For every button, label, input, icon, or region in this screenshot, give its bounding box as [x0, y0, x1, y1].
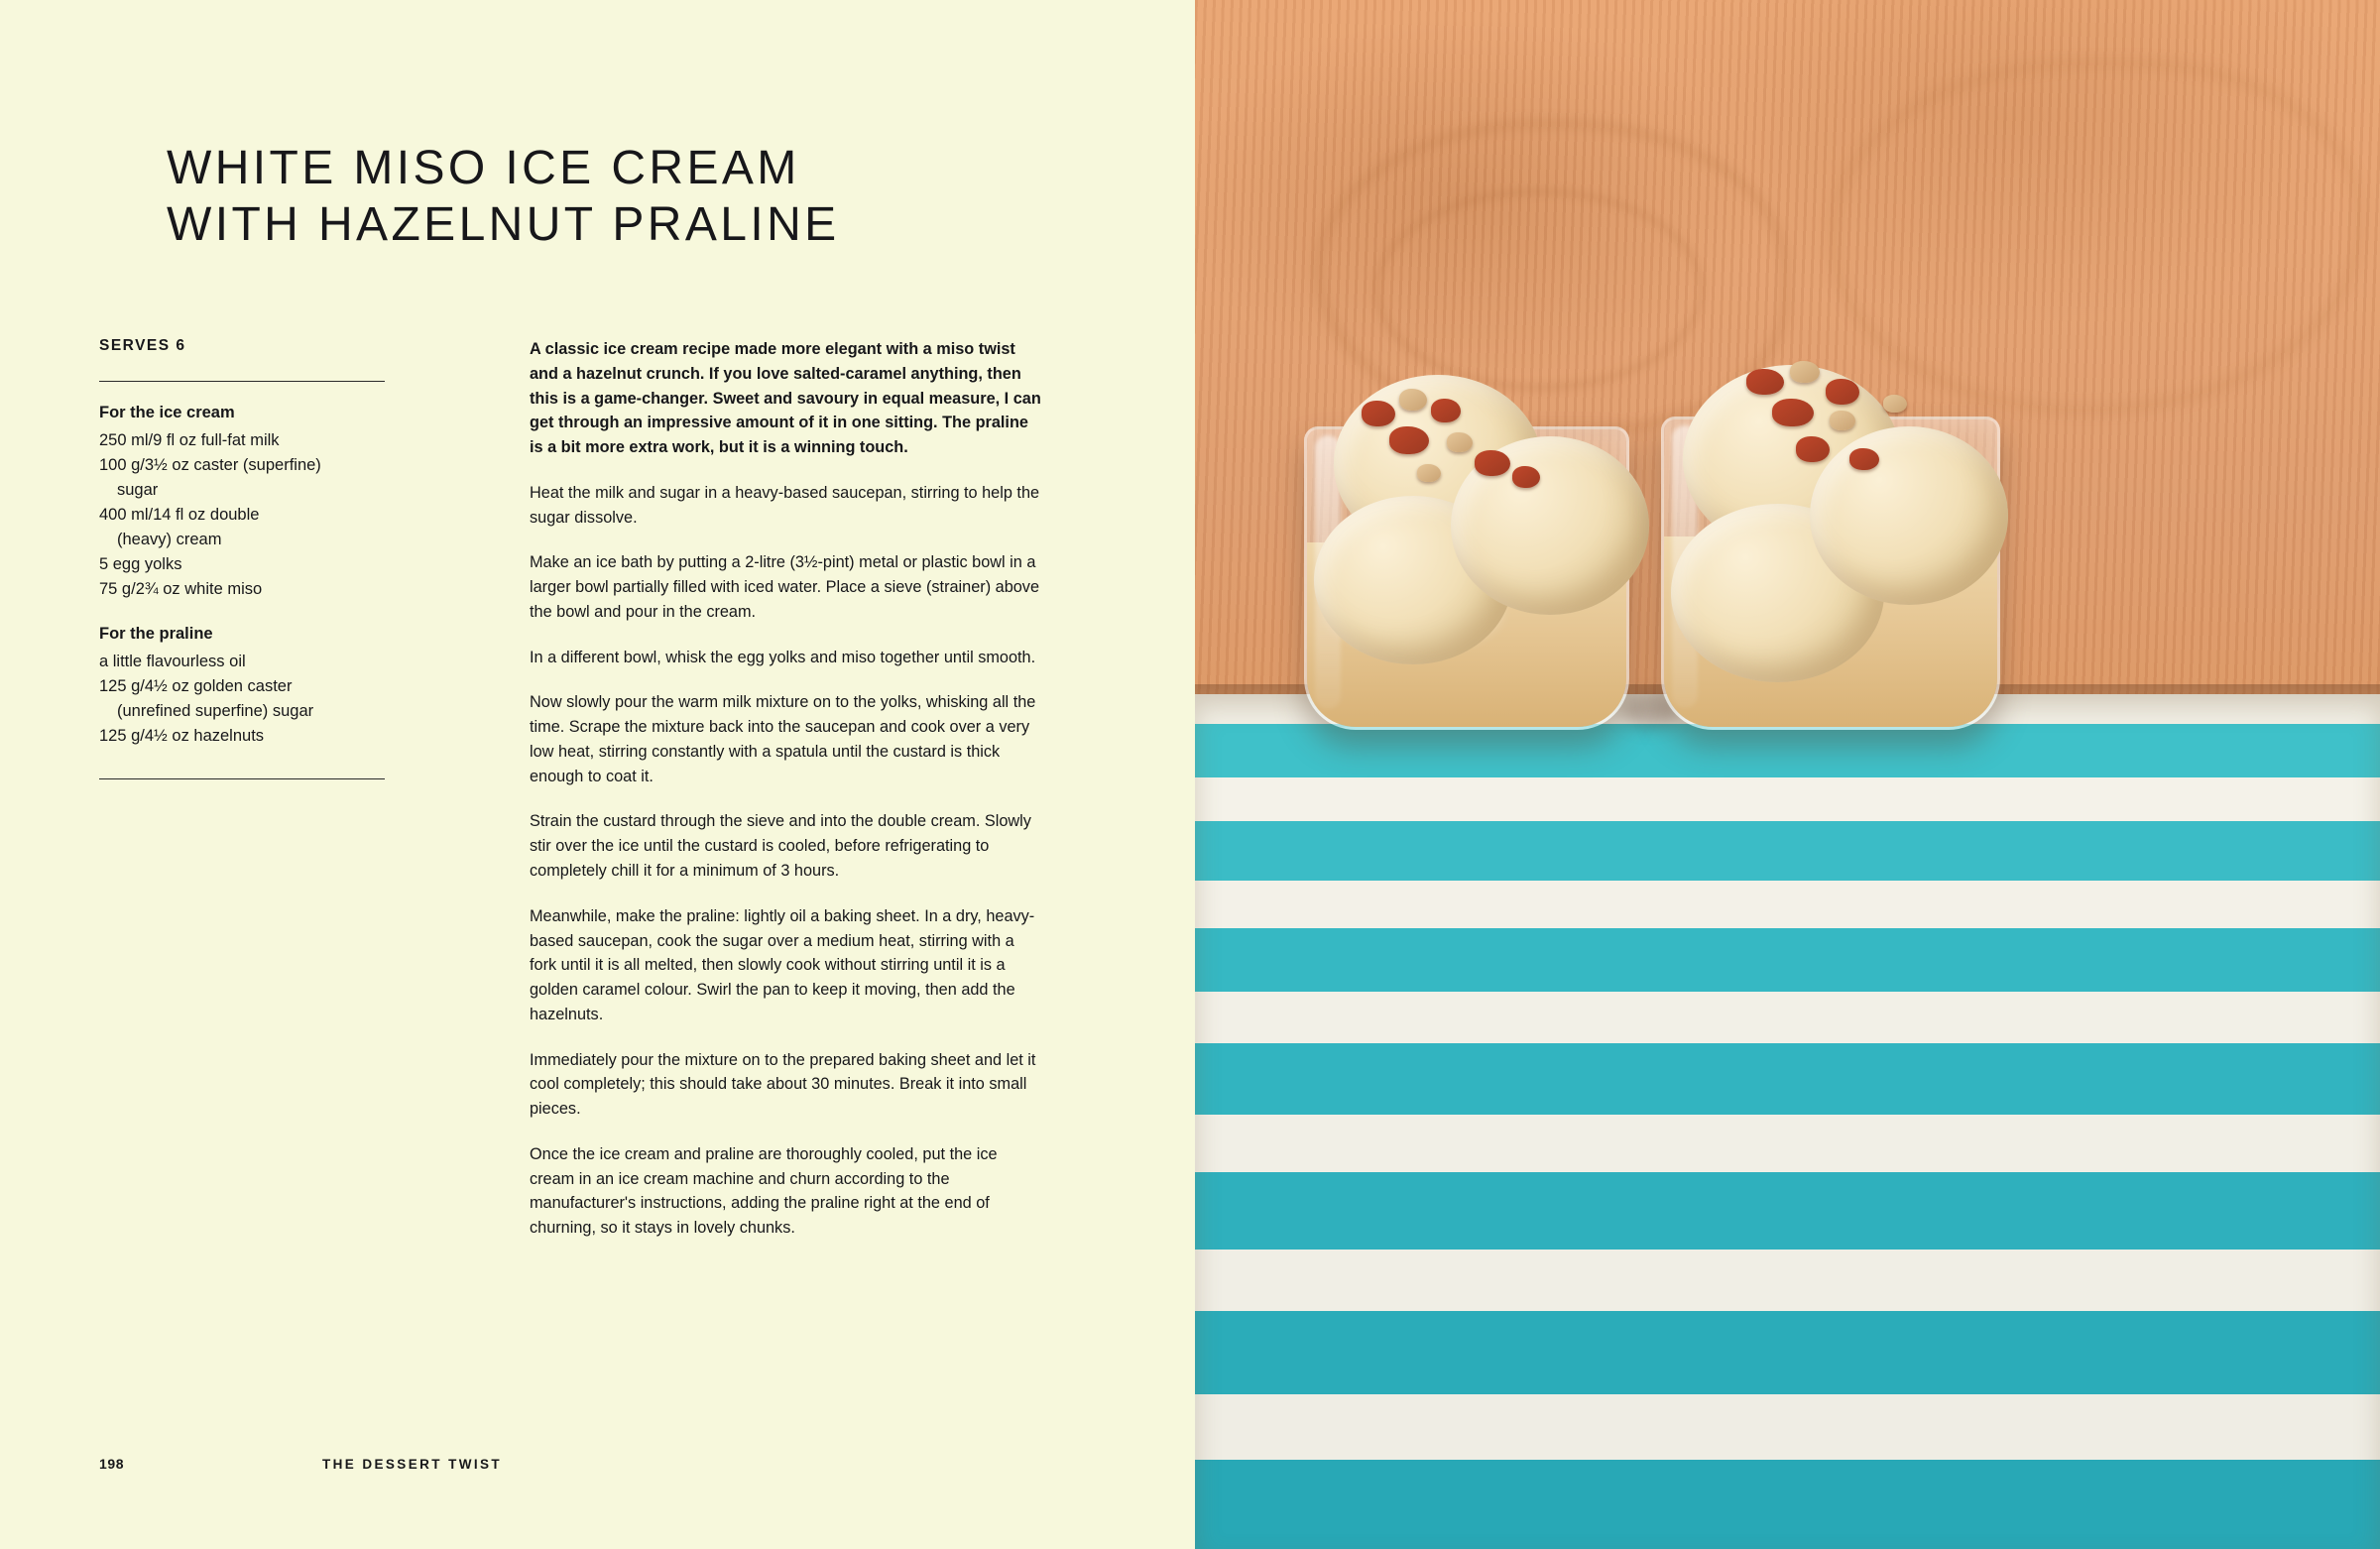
list-item: 400 ml/14 fl oz double	[99, 506, 260, 525]
praline-piece	[1431, 399, 1461, 422]
praline-piece	[1399, 389, 1427, 411]
method-intro: A classic ice cream recipe made more elegant with a miso twist and a hazelnut crunch. If you love salted-caramel anything, then this is a game-changer. Sweet and savoury in equal measure, I can get through an impressive amount of it in one sitting. The praline is a bit more extra work, but it is a winning touch.	[530, 340, 1041, 457]
praline-piece	[1772, 399, 1814, 426]
page-number: 198	[99, 1456, 125, 1472]
praline-piece	[1796, 436, 1830, 462]
ice-cream-scoop	[1810, 426, 2008, 605]
serves-label: SERVES 6	[99, 337, 186, 354]
method-step: Once the ice cream and praline are thoroughly cooled, put the ice cream in an ice cream machine and churn according to the manufacturer's instructions, adding the praline right at the end of churning, so it stays in lovely chunks.	[530, 1144, 998, 1238]
divider-top	[99, 381, 385, 382]
ingredient-group-praline	[99, 625, 387, 749]
ingredient-list	[99, 428, 387, 603]
praline-piece	[1826, 379, 1859, 405]
recipe-columns	[99, 337, 1101, 1261]
method-step: Strain the custard through the sieve and into the double cream. Slowly stir over the ice until the custard is cooled, before refrigerating to completely chill it for a minimum of 3 hours.	[530, 812, 1031, 881]
method-step: Now slowly pour the warm milk mixture on to the yolks, whisking all the time. Scrape the mixture back into the saucepan and cook over a very low heat, stirring constantly with a spatula until the custard is thick enough to coat it.	[530, 693, 1036, 785]
praline-piece	[1883, 395, 1907, 413]
list-item: 250 ml/9 fl oz full-fat milk	[99, 431, 280, 449]
method-step: Make an ice bath by putting a 2-litre (3½-pint) metal or plastic bowl in a larger bowl partially filled with iced water. Place a sieve (strainer) above the bowl and pour in the cream.	[530, 553, 1039, 621]
praline-piece	[1746, 369, 1784, 395]
method-step: Immediately pour the mixture on to the prepared baking sheet and let it cool completely; this should take about 30 minutes. Break it into small pieces.	[530, 1050, 1036, 1119]
page-footer	[99, 1456, 1091, 1472]
method-step: Heat the milk and sugar in a heavy-based saucepan, stirring to help the sugar dissolve.	[530, 483, 1040, 527]
list-item: 5 egg yolks	[99, 555, 182, 574]
method-column	[387, 337, 1041, 1261]
list-item: sugar	[117, 481, 159, 500]
method-step: In a different bowl, whisk the egg yolks and miso together until smooth.	[530, 648, 1036, 666]
list-item: (heavy) cream	[117, 531, 222, 549]
list-item: 125 g/4½ oz hazelnuts	[99, 726, 265, 745]
ingredient-list	[99, 650, 387, 749]
praline-piece	[1830, 411, 1855, 430]
praline-piece	[1362, 401, 1395, 426]
wood-grain	[1373, 188, 1705, 391]
praline-piece	[1447, 432, 1473, 452]
striped-cloth	[1195, 694, 2380, 1549]
divider-bottom	[99, 778, 385, 779]
praline-piece	[1475, 450, 1510, 476]
page-title	[167, 141, 1109, 253]
praline-piece	[1790, 361, 1820, 383]
ingredient-group-heading: For the praline	[99, 624, 213, 643]
list-item: (unrefined superfine) sugar	[117, 701, 314, 720]
list-item: 75 g/2¾ oz white miso	[99, 580, 263, 599]
praline-piece	[1849, 448, 1879, 470]
page-title-line-2: WITH HAZELNUT PRALINE	[167, 197, 840, 251]
praline-piece	[1417, 464, 1441, 482]
page-title-line-1: WHITE MISO ICE CREAM	[167, 142, 800, 195]
ingredient-group-ice-cream	[99, 404, 387, 603]
list-item: a little flavourless oil	[99, 652, 246, 670]
list-item: 125 g/4½ oz golden caster	[99, 676, 293, 695]
chapter-name: THE DESSERT TWIST	[322, 1456, 503, 1472]
list-item: 100 g/3½ oz caster (superfine)	[99, 456, 321, 475]
ingredient-group-heading: For the ice cream	[99, 404, 235, 421]
recipe-photo	[1195, 0, 2380, 1549]
method-step: Meanwhile, make the praline: lightly oil a baking sheet. In a dry, heavy-based saucepan, cook the sugar over a medium heat, stirring with a fork until it is all melted, then slowly cook without stirring until it is a golden caramel colour. Swirl the pan to keep it moving, then add the hazelnuts.	[530, 906, 1035, 1023]
praline-piece	[1512, 466, 1540, 488]
praline-piece	[1389, 426, 1429, 454]
ingredients-column	[99, 337, 387, 1261]
